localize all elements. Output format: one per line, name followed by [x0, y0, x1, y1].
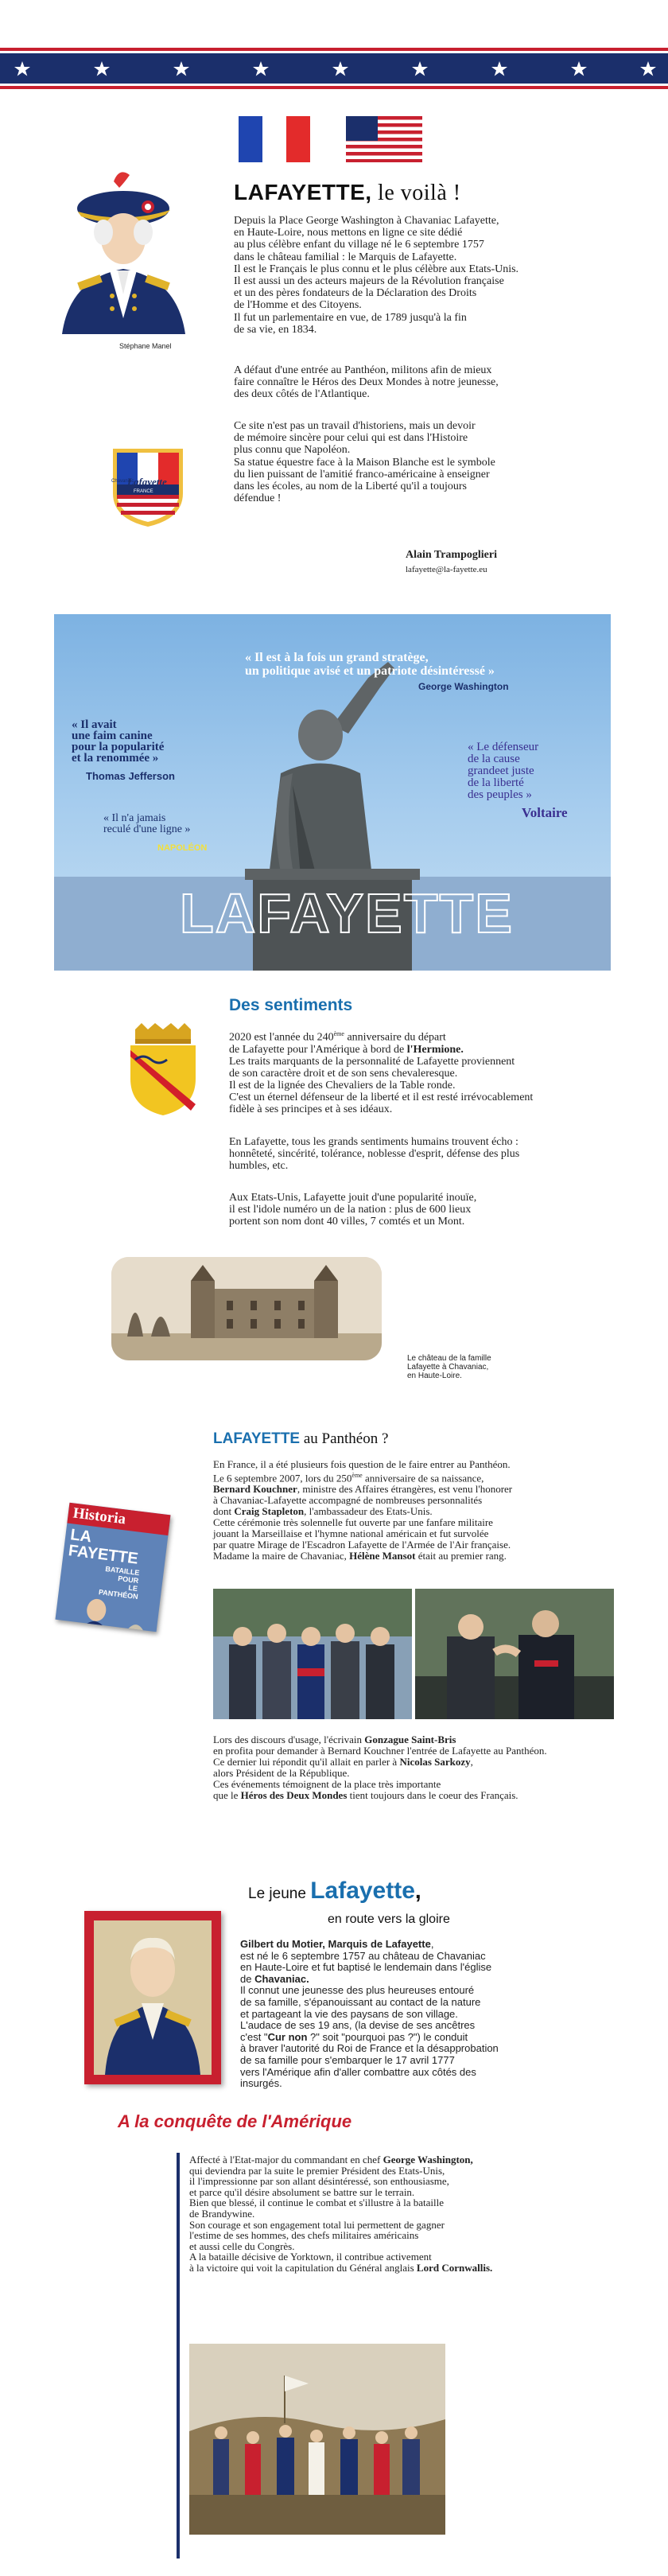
- crest-label: Lafayette: [127, 476, 167, 488]
- stars-stripes-banner: [0, 48, 668, 89]
- author-name: Alain Trampoglieri: [406, 549, 497, 561]
- pantheon-paragraph: En France, il a été plusieurs fois question de le faire entrer au Panthéon. Le 6 septembre 2007, lors du 250ème anniversaire de sa naissance, Bernard Kouchner, ministre des Affaires étrangères, est venu l'honorer à Chavaniac-Lafayette accompagné de nombreuses personnalités dont Craig Stapleton, l'ambassadeur des Etats-Unis. Cette cérémonie très solennelle fut ouverte par une fanfare militaire jouant la Marseillaise et l'hymne national américain et fut survolée par quatre Mirage de l'Escadron Lafayette de l'Armée de l'Air française. Madame la maire de Chavaniac, Hélène Mansot était au premier rang.: [213, 1458, 513, 1562]
- french-flag-icon: [239, 116, 310, 162]
- washington-author: George Washington: [418, 681, 509, 692]
- intro-paragraph-1: Depuis la Place George Washington à Chavaniac Lafayette, en Haute-Loire, nous mettons en ligne ce site dédié au plus célèbre enfant du village né le 6 septembre 1757 dans le château familial : le Marquis de Lafayette. Il est le Français le plus connu et le plus célèbre aux Etats-Unis. Il est aussi un des acteurs majeurs de la Révolution française et un des pères fondateurs de la Déclaration des Droits de l'Homme et des Citoyens. Il fut un parlementaire en vue, de 1789 jusqu'à la fin de sa vie, en 1834.: [234, 215, 519, 336]
- intro-paragraph-3: Ce site n'est pas un travail d'historiens, mais un devoir de mémoire sincère pour celui qui est dans l'Histoire plus connu que Napoléon. Sa statue équestre face à la Maison Blanche est le symbole du lien puissant de l'amitié franco-américaine à enseigner dans les écoles, au nom de la Liberté qu'il a toujours défendue !: [234, 420, 495, 505]
- conquete-title: A la conquête de l'Amérique: [118, 2111, 352, 2131]
- jefferson-author: Thomas Jefferson: [86, 770, 175, 782]
- page-title: [234, 180, 461, 206]
- crest-sub1: Chavaniac: [111, 479, 134, 484]
- napoleon-author: NAPOLÉON: [157, 843, 208, 853]
- pantheon-paragraph-2: Lors des discours d'usage, l'écrivain Gonzague Saint-Bris en profita pour demander à Bernard Kouchner l'entrée de Lafayette au Panthéon. Ce dernier lui répondit qu'il allait en parler à Nicolas Sarkozy, alors Président de la République. Ces événements témoignent de la place très importante que le Héros des Deux Mondes tient toujours dans le coeur des Français.: [213, 1734, 547, 1801]
- young-lafayette-portrait-image: [94, 1920, 212, 2075]
- magazine-subtitle: BATAILLE POUR LE PANTHÉON: [98, 1564, 140, 1601]
- intro-paragraph-2: A défaut d'une entrée au Panthéon, militons afin de mieux faire connaître le Héros des Deux Mondes à notre jeunesse, des deux côtés de l'Atlantique.: [234, 364, 499, 401]
- sentiments-paragraph-1: 2020 est l'année du 240ème anniversaire du départ de Lafayette pour l'Amérique à bord de l'Hermione. Les traits marquants de la personnalité de Lafayette proviennent de son caractère droit et de son sens chevaleresque. Il est de la lignée des Chevaliers de la Table ronde. C'est un éternel défenseur de la liberté et il est resté irrévocablement fidèle à ses principes et à ses idéaux.: [229, 1030, 534, 1115]
- hero-big-title: LAFAYETTE: [180, 882, 514, 944]
- crest-sub2: FRANCE: [134, 489, 153, 494]
- author-email-link[interactable]: lafayette@la-fayette.eu: [406, 565, 487, 574]
- voltaire-quote: « Le défenseur de la cause grandeet juste de la liberté des peuples »: [468, 741, 539, 801]
- quotes-hero-banner: [54, 614, 611, 971]
- chateau-caption: Le château de la famille Lafayette à Chavaniac, en Haute-Loire.: [407, 1354, 491, 1380]
- historia-magazine-cover: [55, 1503, 170, 1632]
- pantheon-title: LAFAYETTE au Panthéon ?: [213, 1430, 389, 1447]
- jeune-title: Le jeune Lafayette,: [248, 1878, 421, 1904]
- yorktown-surrender-painting: [189, 2344, 445, 2535]
- page-title-tail: le voilà !: [371, 181, 461, 205]
- jeune-subtitle: en route vers la gloire: [328, 1913, 450, 1926]
- conquete-accent-bar: [177, 2153, 180, 2558]
- napoleon-quote: « Il n'a jamais reculé d'une ligne »: [103, 812, 191, 835]
- jefferson-quote: « Il avait une faim canine pour la popularité et la renommée »: [72, 718, 165, 765]
- page-title-main: LAFAYETTE,: [234, 180, 372, 204]
- sentiments-title: Des sentiments: [229, 996, 353, 1014]
- chavaniac-coat-of-arms-icon: [119, 1021, 207, 1117]
- sentiments-paragraph-3: Aux Etats-Unis, Lafayette jouit d'une popularité inouïe, il est l'idole numéro un de la nation : plus de 600 lieux portent son nom dont 40 villes, 7 comtés et un Mont.: [229, 1192, 477, 1228]
- ceremony-photo-1: [213, 1589, 412, 1719]
- conquete-paragraph: Affecté à l'Etat-major du commandant en chef George Washington, qui deviendra par la suite le premier Président des Etats-Unis, il l'impressionne par son allant désintéressé, son enthousiasme, et parce qu'il désire absolument se battre sur le terrain. Bien que blessé, il continue le combat et s'illustre à la bataille de Brandywine. Son courage et son engagement total lui permettent de gagner l'estime de ses hommes, des chefs militaires américains et aussi celle du Congrès. A la bataille décisive de Yorktown, il contribue activement à la victoire qui voit la capitulation du Général anglais Lord Cornwallis.: [189, 2154, 493, 2274]
- portrait-caption: Stéphane Manel: [119, 342, 172, 350]
- us-flag-icon: [346, 116, 422, 162]
- magazine-brand: Historia: [67, 1503, 170, 1535]
- jeune-paragraph: Gilbert du Motier, Marquis de Lafayette, est né le 6 septembre 1757 au château de Chavaniac en Haute-Loire et fut baptisé le lendemain dans l'église de Chavaniac. Il connut une jeunesse des plus heureuses entouré de sa famille, s'épanouissant au contact de la nature et partageant la vie des paysans de son village. L'audace de ses 19 ans, (la devise de ses ancêtres c'est "Cur non ?" soit "pourquoi pas ?") le conduit à braver l'autorité du Roi de France et la désapprobation de sa famille pour s'embarquer le 17 avril 1777 vers l'Amérique afin d'aller combattre aux côtés des insurgés.: [240, 1938, 499, 2090]
- sentiments-paragraph-2: En Lafayette, tous les grands sentiments humains trouvent écho : honnêteté, sincérité, tolérance, noblesse d'esprit, défense des plus humbles, etc.: [229, 1136, 520, 1172]
- lafayette-portrait-illustration: [30, 159, 225, 354]
- washington-quote: « Il est à la fois un grand stratège, un politique avisé et un patriote désintéressé »: [245, 651, 495, 678]
- young-lafayette-portrait-frame: [84, 1911, 221, 2084]
- voltaire-author: Voltaire: [522, 805, 568, 820]
- magazine-title: LA FAYETTE: [67, 1526, 140, 1568]
- ceremony-photo-2: [415, 1589, 614, 1719]
- chateau-photo: [111, 1257, 382, 1360]
